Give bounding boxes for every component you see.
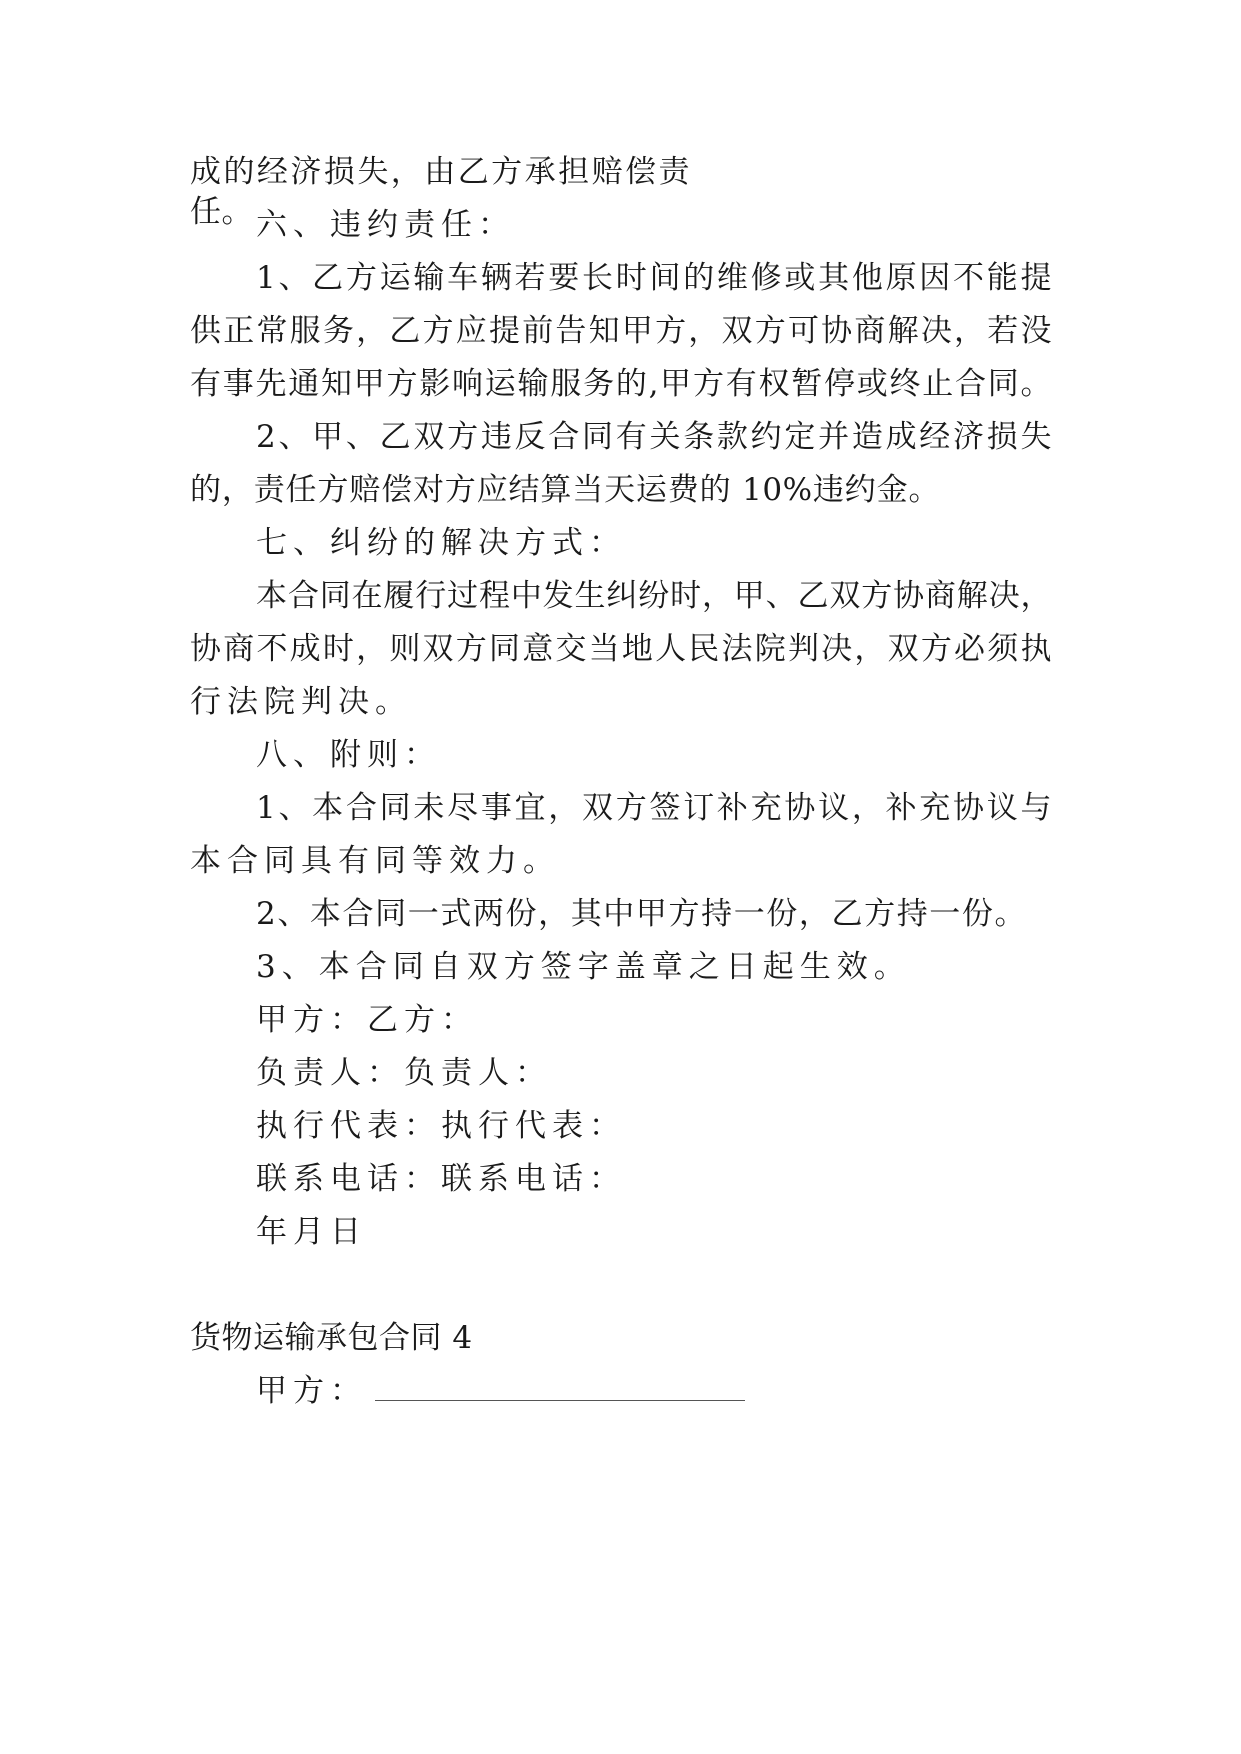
paragraph-line: 2、本合同一式两份，其中甲方持一份，乙方持一份。 <box>256 896 1026 932</box>
signature-date-line: 年月日 <box>256 1214 367 1250</box>
paragraph-line: 成的经济损失，由乙方承担赔偿责任。 <box>190 154 690 230</box>
party-a-blank <box>375 1398 745 1401</box>
paragraph-line: 供正常服务，乙方应提前告知甲方，双方可协商解决，若没 <box>190 313 1052 349</box>
paragraph-line: 行法院判决。 <box>190 684 412 720</box>
section-heading-dispute: 七、纠纷的解决方式： <box>256 525 626 561</box>
paragraph-line: 本合同具有同等效力。 <box>190 843 560 879</box>
paragraph-line: 协商不成时，则双方同意交当地人民法院判决，双方必须执 <box>190 631 1052 667</box>
signature-responsible-line: 负责人：负责人： <box>256 1055 552 1091</box>
paragraph-line: 本合同在履行过程中发生纠纷时，甲、乙双方协商解决， <box>256 578 1052 614</box>
party-a-field <box>256 1371 745 1411</box>
signature-representative-line: 执行代表：执行代表： <box>256 1108 626 1144</box>
paragraph-line: 2、甲、乙双方违反合同有关条款约定并造成经济损失 <box>256 419 1052 455</box>
party-a-label: 甲方： <box>256 1373 367 1409</box>
paragraph-line: 1、乙方运输车辆若要长时间的维修或其他原因不能提 <box>256 260 1052 296</box>
signature-party-line: 甲方：乙方： <box>256 1002 478 1038</box>
signature-phone-line: 联系电话：联系电话： <box>256 1161 626 1197</box>
paragraph-line: 1、本合同未尽事宜，双方签订补充协议，补充协议与 <box>256 790 1052 826</box>
paragraph-line: 的，责任方赔偿对方应结算当天运费的 10%违约金。 <box>190 472 940 508</box>
paragraph-line: 3、本合同自双方签字盖章之日起生效。 <box>256 949 911 985</box>
section-heading-breach: 六、违约责任： <box>256 207 515 243</box>
section-heading-appendix: 八、附则： <box>256 737 441 773</box>
contract-title: 货物运输承包合同 4 <box>190 1320 473 1356</box>
paragraph-line: 有事先通知甲方影响运输服务的,甲方有权暂停或终止合同。 <box>190 366 1052 402</box>
